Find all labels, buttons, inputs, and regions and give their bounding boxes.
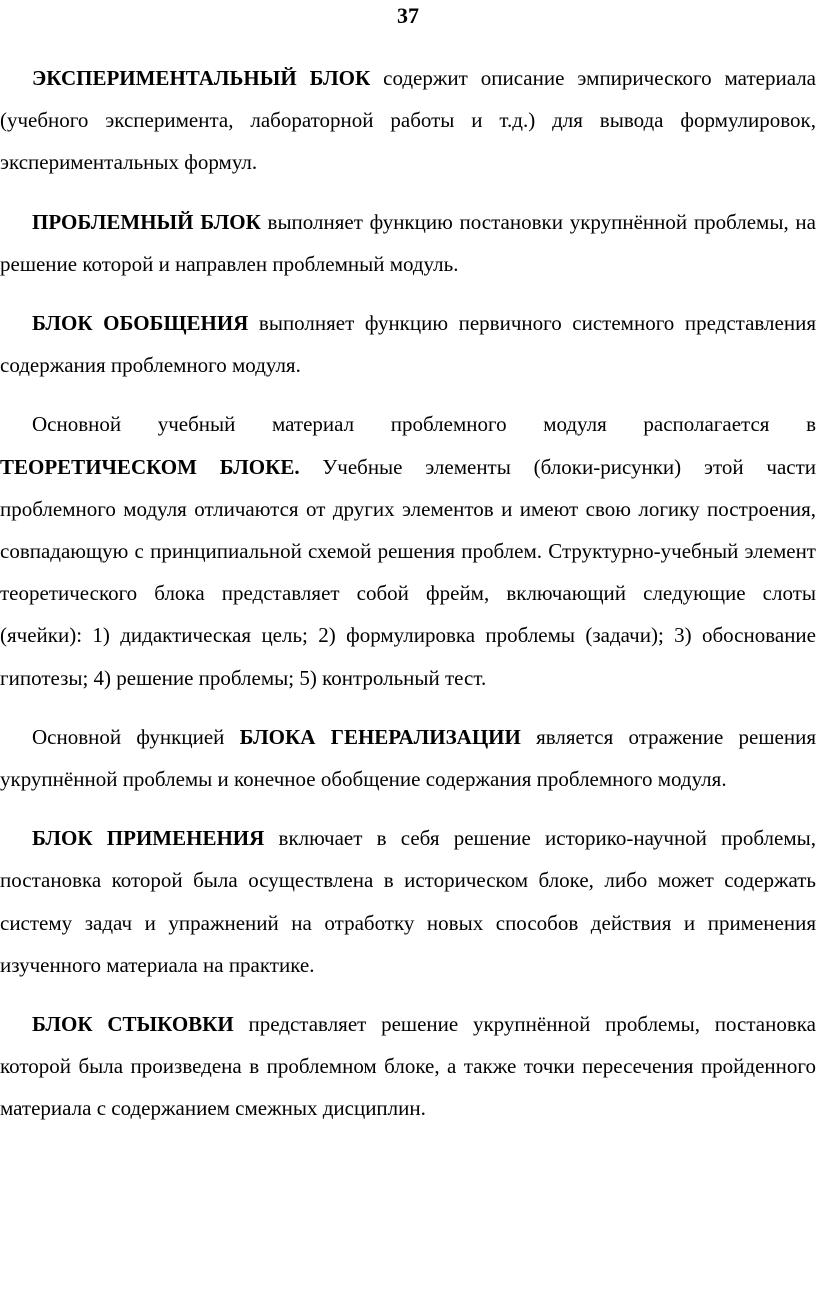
paragraph-theoretical-block [0,403,816,698]
paragraph-application-block [0,817,816,986]
paragraph-experimental-block [0,57,816,184]
term-experimental-block: ЭКСПЕРИМЕНТАЛЬНЫЙ БЛОК [32,66,371,90]
term-problem-block: ПРОБЛЕМНЫЙ БЛОК [32,209,261,234]
paragraph-text: является отражение решения укрупнённой проблемы и конечное обобщение содержания проблемного модуля. [0,724,816,792]
paragraph-lead-text: Основной учебный материал проблемного модуля располагается в [32,412,816,437]
term-application-block: БЛОК ПРИМЕНЕНИЯ [32,826,265,851]
paragraph-text: выполняет функцию первичного системного представления содержания проблемного модуля. [0,311,816,378]
paragraph-text: содержит описание эмпирического материала (учебного эксперимента, лабораторной работы и т.д.) для вывода формулировок, экспериментальных формул. [0,66,816,175]
term-generalization-block-2: БЛОКА ГЕНЕРАЛИЗАЦИИ [239,724,521,749]
paragraph-problem-block [0,201,816,285]
paragraph-text: Учебные элементы (блоки-рисунки) этой части проблемного модуля отличаются от других элементов и имеют свою логику построения, совпадающую с принципиальной схемой решения проблем. Структурно-учебный элемент теоретического блока представляет собой фрейм, включающий следующие слоты (ячейки): 1) дидактическая цель; 2) формулировка проблемы (задачи); 3) обоснование гипотезы; 4) решение проблемы; 5) контрольный тест. [0,454,816,690]
paragraph-generalization-block [0,302,816,386]
paragraph-text: включает в себя решение историко-научной проблемы, постановка которой была осуществлена в историческом блоке, либо может содержать систему задач и упражнений на отработку новых способов действия и применения изученного материала на практике. [0,826,816,977]
term-docking-block: БЛОК СТЫКОВКИ [32,1012,234,1037]
term-generalization-block: БЛОК ОБОБЩЕНИЯ [32,311,249,336]
paragraph-docking-block [0,1003,816,1130]
page-body [0,57,816,1147]
term-theoretical-block: ТЕОРЕТИЧЕСКОМ БЛОКЕ. [0,454,300,479]
paragraph-lead-text: Основной функцией [32,724,240,749]
paragraph-generalization-function [0,716,816,800]
paragraph-text: представляет решение укрупнённой проблемы, постановка которой была произведена в проблемном блоке, а также точки пересечения пройденного материала с содержанием смежных дисциплин. [0,1012,816,1121]
paragraph-text: выполняет функцию постановки укрупнённой проблемы, на решение которой и направлен проблемный модуль. [0,209,816,276]
page-number: 37 [397,3,419,28]
